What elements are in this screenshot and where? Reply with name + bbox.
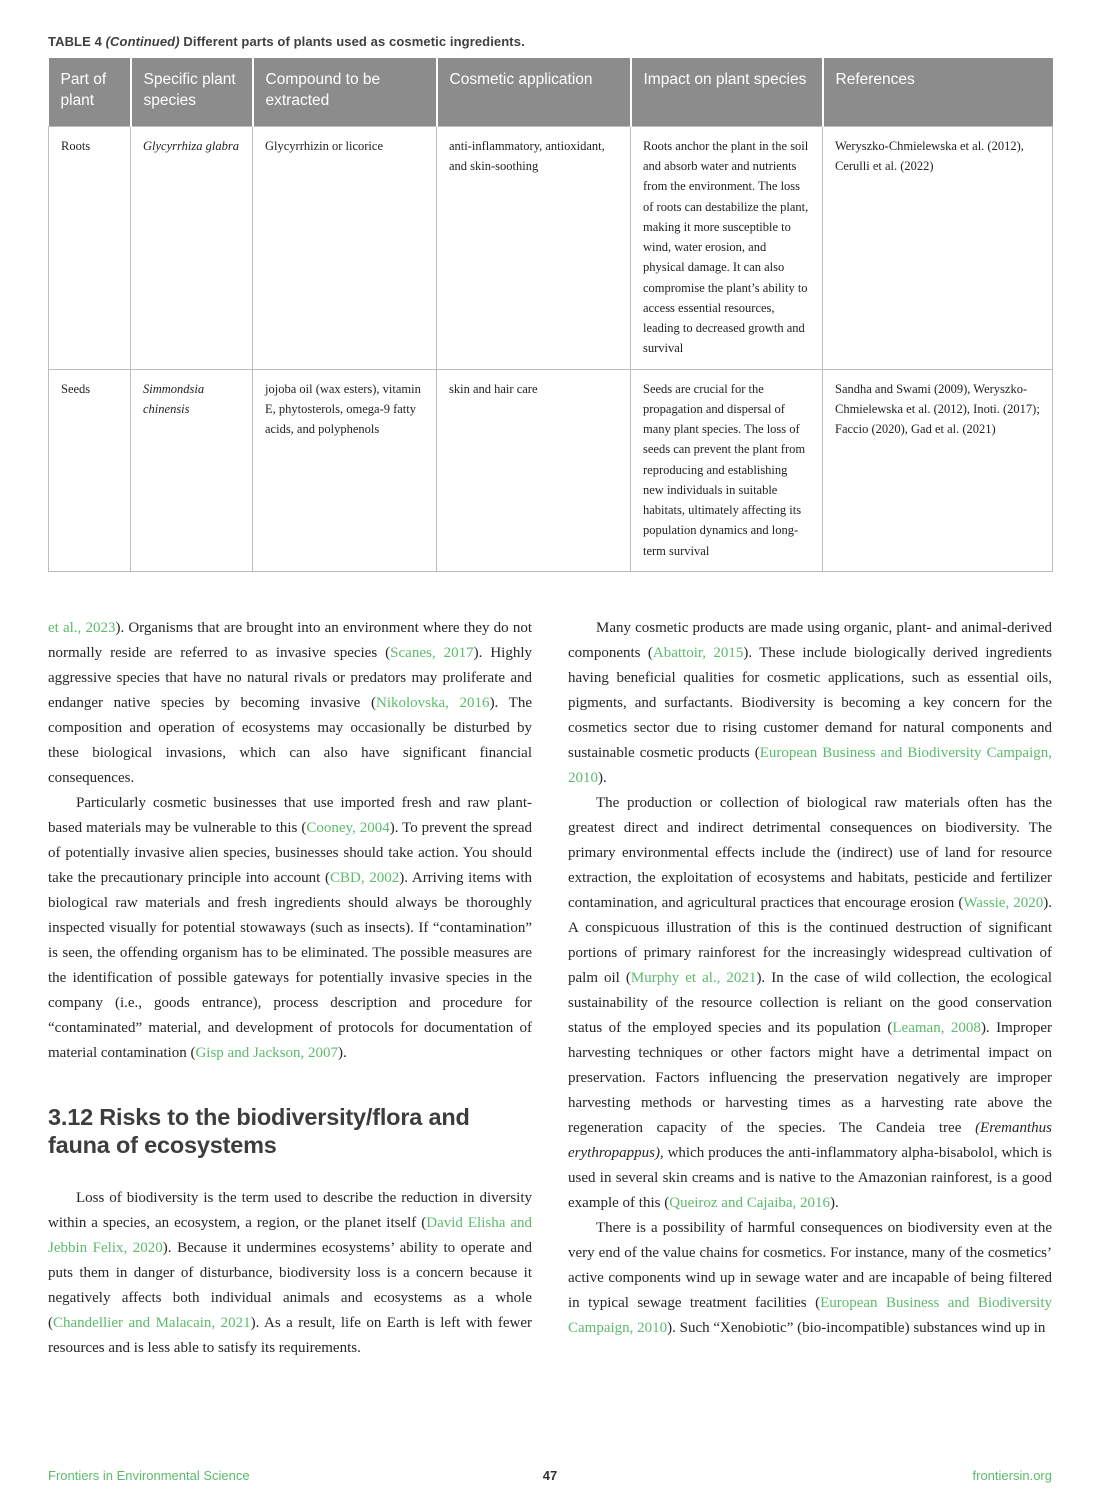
citation-link[interactable]: Chandellier and Malacain, 2021 [53,1315,251,1332]
cell-plant-species: Simmondsia chinensis [131,369,253,571]
paragraph [48,1186,532,1361]
paragraph [568,791,1052,1216]
text-segment: ). As a result, life on Earth is left with fewer resources and is less able to satisfy its requirements. [48,1315,532,1357]
citation-link[interactable]: CBD, 2002 [330,869,400,886]
column-header: Impact on plant species [631,58,823,126]
text-column-left [48,616,532,1361]
text-segment: Loss of biodiversity is the term used to describe the reduction in diversity within a species, an ecosystem, a region, or the planet itself ( [48,1190,532,1232]
column-header: Cosmetic application [437,58,631,126]
cell-impact: Seeds are crucial for the propagation and dispersal of many plant species. The loss of seeds can prevent the plant from reproducing and establishing new individuals in suitable habitats, ultimately affecting its population dynamics and long-term survival [631,369,823,571]
text-segment: which produces the anti-inflammatory alpha-bisabolol, which is used in several skin creams and is native to the Amazonian rainforest, is a good example of this ( [568,1144,1052,1211]
text-segment: ). Organisms that are brought into an environment where they do not normally reside are referred to as invasive species ( [48,619,532,661]
citation-link[interactable]: Scanes, 2017 [390,644,474,661]
cell-compound: jojoba oil (wax esters), vitamin E, phytosterols, omega-9 fatty acids, and polyphenols [253,369,437,571]
column-header: References [823,58,1053,126]
citation-link[interactable]: Abattoir, 2015 [652,644,744,661]
text-column-right [568,616,1052,1361]
paragraph [568,1216,1052,1341]
text-segment: ). Such “Xenobiotic” (bio-incompatible) substances wind up in [667,1319,1046,1336]
footer-journal-name[interactable]: Frontiers in Environmental Science [48,1468,250,1483]
citation-link[interactable]: Wassie, 2020 [963,894,1044,911]
citation-link[interactable]: Leaman, 2008 [892,1019,981,1036]
citation-link[interactable]: Murphy et al., 2021 [630,969,757,986]
table-caption-segment: TABLE 4 [48,34,106,49]
cell-references[interactable]: Sandha and Swami (2009), Weryszko-Chmielewska et al. (2012), Inoti. (2017); Faccio (2020), Gad et al. (2021) [823,369,1053,571]
citation-link[interactable]: European Business and Biodiversity Campaign, 2010 [568,1294,1053,1336]
cell-cosmetic-application: skin and hair care [437,369,631,571]
table-header [49,58,1053,126]
citation-link[interactable]: et al., 2023 [48,619,116,636]
footer-page-number: 47 [542,1468,558,1483]
table-caption [48,34,1052,49]
table-row [49,126,1053,369]
table-caption-segment: (Continued) [105,34,180,49]
citation-link[interactable]: David Elisha and Jebbin Felix, 2020 [48,1215,533,1257]
plants-table [48,58,1053,572]
cell-part-of-plant: Seeds [49,369,131,571]
text-segment: Particularly cosmetic businesses that use imported fresh and raw plant-based materials may be vulnerable to this ( [48,794,532,836]
text-segment: ). Arriving items with biological raw materials and fresh ingredients should always be thoroughly inspected visually for potential stowaways (such as insects). If “contamination” is seen, the offending organism has to be eliminated. The possible measures are the identification of possible gateways for potentially invasive species in the company (i.e., goods entrance), process description and procedure for “contaminated” material, and development of protocols for documentation of material contamination ( [48,869,532,1061]
citation-link[interactable]: Gisp and Jackson, 2007 [195,1044,338,1061]
text-segment: ). To prevent the spread of potentially invasive alien species, businesses should take action. You should take the precautionary principle into account ( [48,819,532,886]
text-segment: ). These include biologically derived ingredients having beneficial qualities for cosmetic applications, such as essential oils, pigments, and surfactants. Biodiversity is becoming a key concern for the cosmetics sector due to rising customer demand for natural components and sustainable cosmetic products ( [568,644,1052,761]
text-segment: ). A conspicuous illustration of this is the continued destruction of significant portions of primary rainforest for the increasingly widespread cultivation of palm oil ( [568,894,1052,986]
page-footer [48,1468,1052,1488]
table-body [49,126,1053,571]
text-segment: ). In the case of wild collection, the ecological sustainability of the resource collection is reliant on the good conservation status of the employed species and its population ( [568,969,1053,1036]
paragraph [568,616,1052,791]
cell-references[interactable]: Weryszko-Chmielewska et al. (2012), Cerulli et al. (2022) [823,126,1053,369]
footer-site-link[interactable]: frontiersin.org [972,1468,1052,1483]
text-segment: ). [598,769,607,786]
text-segment: ). Improper harvesting techniques or other factors might have a detrimental impact on preservation. Factors influencing the preservation negatively are improper harvesting methods or harvesting times as a harvesting rate above the regeneration capacity of the species. The Candeia tree [568,1019,1052,1136]
table-row [49,369,1053,571]
table-caption-segment: Different parts of plants used as cosmetic ingredients. [179,34,525,49]
text-segment: ). The composition and operation of ecosystems may occasionally be disturbed by these biological invasions, which can also have significant financial consequences. [48,694,533,786]
cell-impact: Roots anchor the plant in the soil and absorb water and nutrients from the environment. The loss of roots can destabilize the plant, making it more susceptible to wind, water erosion, and physical damage. It can also compromise the plant’s ability to access essential resources, leading to decreased growth and survival [631,126,823,369]
column-header: Compound to be extracted [253,58,437,126]
text-segment: There is a possibility of harmful consequences on biodiversity even at the very end of the value chains for cosmetics. For instance, many of the cosmetics’ active components wind up in sewage water and are incapable of being filtered in typical sewage treatment facilities ( [568,1219,1052,1311]
text-segment: ). Because it undermines ecosystems’ ability to operate and puts them in danger of disturbance, biodiversity loss is a concern because it negatively affects both individual animals and ecosystems as a whole ( [48,1240,532,1332]
paragraph [48,791,532,1066]
text-segment: The production or collection of biological raw materials often has the greatest direct and indirect detrimental consequences on biodiversity. The primary environmental effects include the (indirect) use of land for resource extraction, the exploitation of ecosystems and habitats, pesticide and fertilizer contamination, and agricultural practices that encourage erosion ( [568,794,1052,911]
cell-compound: Glycyrrhizin or licorice [253,126,437,369]
text-segment: ). Highly aggressive species that have no natural rivals or predators may proliferate and endanger native species by becoming invasive ( [48,644,532,711]
table-header-row [49,58,1053,126]
text-segment: ). [830,1194,839,1211]
cell-cosmetic-application: anti-inflammatory, antioxidant, and skin-soothing [437,126,631,369]
citation-link[interactable]: Queiroz and Cajaiba, 2016 [669,1194,831,1211]
section-heading: 3.12 Risks to the biodiversity/flora and fauna of ecosystems [48,1103,470,1158]
text-segment: (Eremanthus erythropappus), [568,1119,1052,1161]
text-segment: Many cosmetic products are made using organic, plant- and animal-derived components ( [568,619,1052,661]
citation-link[interactable]: Nikolovska, 2016 [375,694,490,711]
citation-link[interactable]: Cooney, 2004 [306,819,390,836]
cell-part-of-plant: Roots [49,126,131,369]
paragraph [48,616,532,791]
text-segment: ). [337,1044,347,1061]
column-header: Part of plant [49,58,131,126]
body-text [48,616,1052,1361]
cell-plant-species: Glycyrrhiza glabra [131,126,253,369]
column-header: Specific plant species [131,58,253,126]
citation-link[interactable]: European Business and Biodiversity Campaign, 2010 [568,744,1052,786]
